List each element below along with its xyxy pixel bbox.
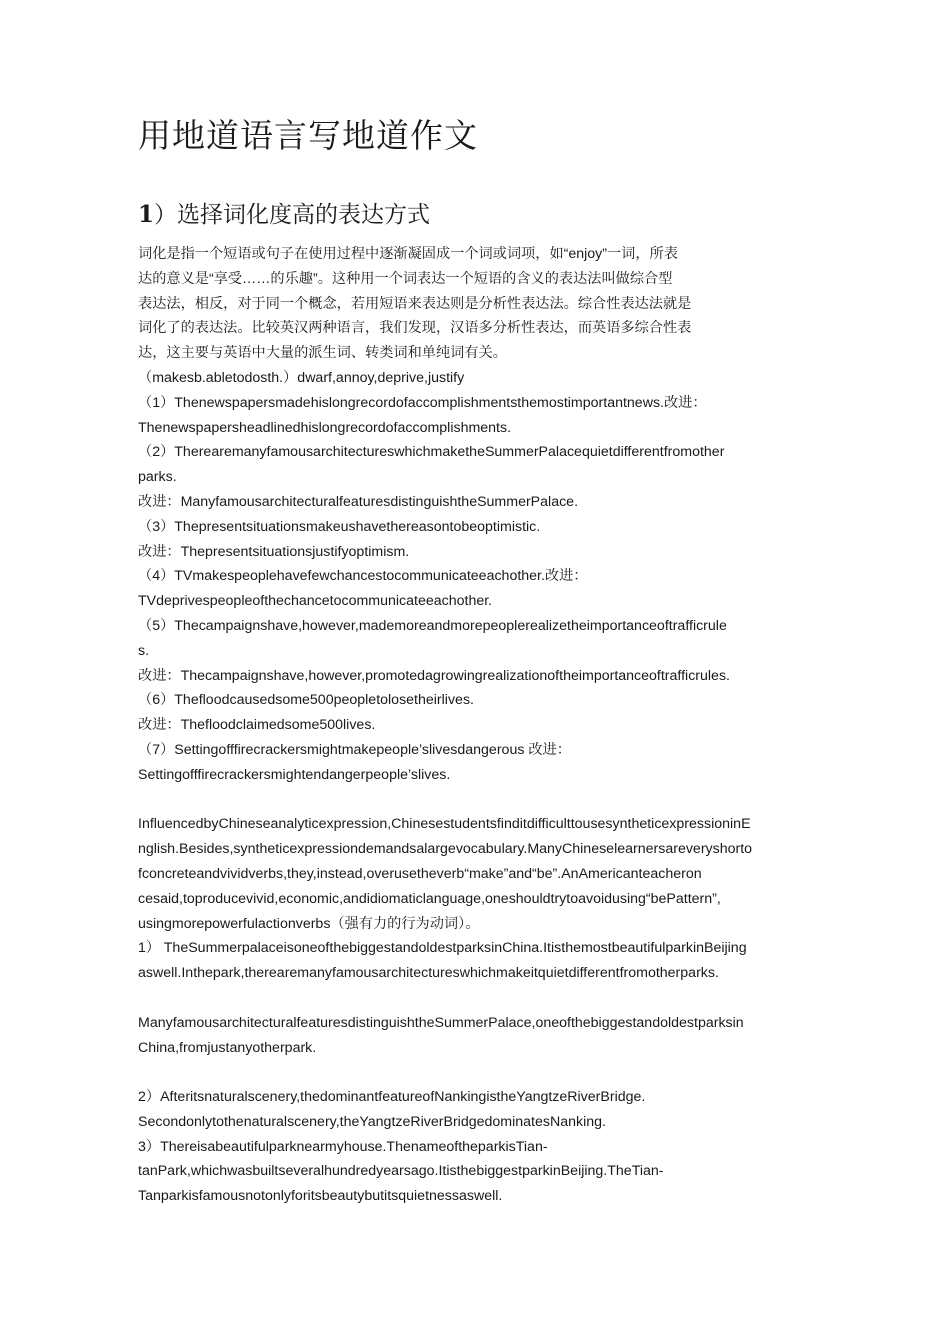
text-line: s. [138, 642, 150, 659]
text-line: Settingofffirecrackersmightendangerpeople’slives. [138, 766, 451, 783]
section-heading [138, 196, 430, 229]
text-line: 2）Afteritsnaturalscenery,thedominantfeatureofNankingistheYangtzeRiverBridge. [138, 1089, 646, 1106]
text-line: usingmorepowerfulactionverbs（强有力的行为动词）。 [138, 915, 480, 932]
text-line: Tanparkisfamousnotonlyforitsbeautybutitsquietnessaswell. [138, 1188, 503, 1205]
blank-line [138, 986, 818, 1011]
text-line: parks. [138, 469, 177, 486]
text-line: （5）Thecampaignshave,however,mademoreandmorepeoplerealizetheimportanceoftrafficrule [138, 617, 727, 634]
text-line: （4）TVmakespeoplehavefewchancestocommunicateeachother.改进： [138, 568, 588, 585]
page-title: 用地道语言写地道作文 [138, 116, 478, 155]
section-heading-text: ）选择词化度高的表达方式 [154, 202, 431, 228]
document-body [138, 242, 818, 1209]
text-line: 改进：ManyfamousarchitecturalfeaturesdistinguishtheSummerPalace. [138, 493, 579, 510]
text-line: 达，这主要与英语中大量的派生词、转类词和单纯词有关。 [138, 345, 507, 362]
text-line: TVdeprivespeopleofthechancetocommunicateeachother. [138, 593, 493, 610]
section-number: 1 [138, 201, 155, 228]
blank-line [138, 788, 818, 813]
text-line: （3）Thepresentsituationsmakeushavethereasontobeoptimistic. [138, 518, 541, 535]
text-line: China,fromjustanyotherpark. [138, 1039, 317, 1056]
text-line: 改进：Thefloodclaimedsome500lives. [138, 717, 376, 734]
text-line: 词化了的表达法。比较英汉两种语言，我们发现，汉语多分析性表达，而英语多综合性表 [138, 320, 692, 337]
text-line: （2）TherearemanyfamousarchitectureswhichmaketheSummerPalacequietdifferentfromother [138, 444, 725, 461]
text-line: 达的意义是“享受……的乐趣”。这种用一个词表达一个短语的含义的表达法叫做综合型 [138, 270, 673, 287]
text-line: InfluencedbyChineseanalyticexpression,ChinesestudentsfinditdifficulttousesyntheticexpressioninE [138, 816, 751, 833]
text-line: 3）Thereisabeautifulparknearmyhouse.ThenameoftheparkisTian- [138, 1138, 548, 1155]
text-line: nglish.Besides,syntheticexpressiondemandsalargevocabulary.ManyChineselearnersareveryshorto [138, 841, 753, 858]
text-line: ManyfamousarchitecturalfeaturesdistinguishtheSummerPalace,oneofthebiggestandoldestparksin [138, 1014, 744, 1031]
text-line: 改进：Thepresentsituationsjustifyoptimism. [138, 543, 410, 560]
text-line: （7）Settingofffirecrackersmightmakepeople’slivesdangerous 改进： [138, 741, 571, 758]
text-line: （makesb.abletodosth.）dwarf,annoy,deprive,justify [138, 369, 465, 386]
text-line: 改进：Thecampaignshave,however,promotedagrowingrealizationoftheimportanceoftrafficrules. [138, 667, 730, 684]
text-line: 词化是指一个短语或句子在使用过程中逐渐凝固成一个词或词项，如“enjoy”一词，所表 [138, 246, 678, 262]
blank-line [138, 1060, 818, 1085]
text-line: Thenewspapersheadlinedhislongrecordofaccomplishments. [138, 419, 512, 436]
text-line: （6）Thefloodcausedsome500peopletolosetheirlives. [138, 692, 474, 709]
text-line: aswell.Inthepark,therearemanyfamousarchitectureswhichmakeitquietdifferentfromotherparks. [138, 965, 719, 982]
text-line: cesaid,toproducevivid,economic,andidiomaticlanguage,oneshouldtrytoavoidusing“bePattern”, [138, 890, 721, 907]
text-line: Secondonlytothenaturalscenery,theYangtzeRiverBridgedominatesNanking. [138, 1113, 606, 1130]
text-line: 表达法，相反，对于同一个概念，若用短语来表达则是分析性表达法。综合性表达法就是 [138, 295, 692, 312]
text-line: fconcreteandvividverbs,they,instead,overusetheverb“make”and“be”.AnAmericanteacheron [138, 865, 702, 882]
text-line: tanPark,whichwasbuiltseveralhundredyearsago.ItisthebiggestparkinBeijing.TheTian- [138, 1163, 664, 1180]
text-line: （1）Thenewspapersmadehislongrecordofaccomplishmentsthemostimportantnews.改进： [138, 394, 707, 411]
text-line: 1） TheSummerpalaceisoneofthebiggestandoldestparksinChina.ItisthemostbeautifulparkinBeijing [138, 940, 747, 957]
